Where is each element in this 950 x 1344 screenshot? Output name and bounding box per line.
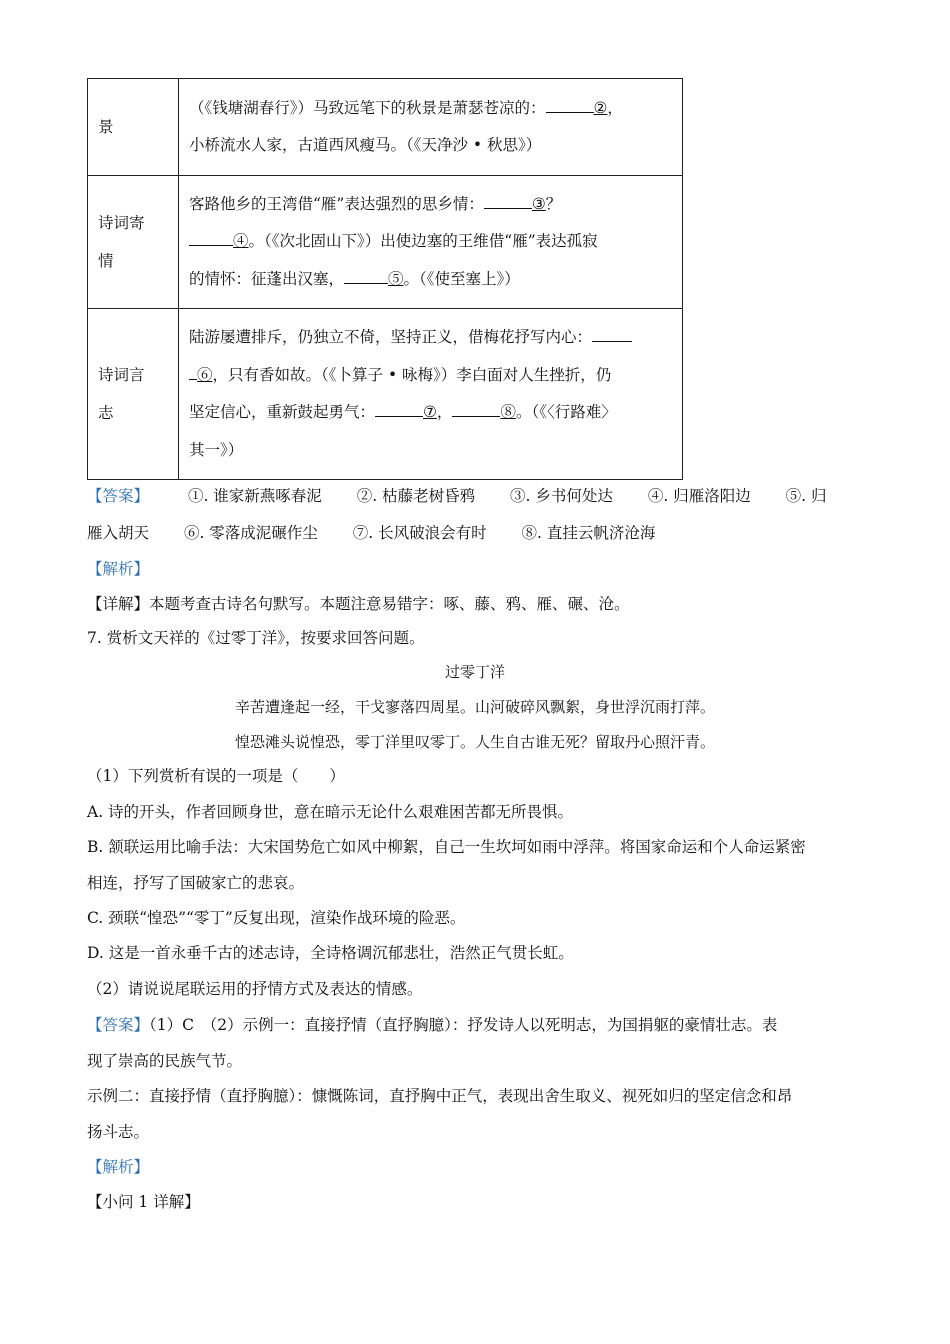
content-line	[189, 127, 672, 165]
fill-blank[interactable]	[592, 341, 632, 342]
fill-blank[interactable]	[189, 379, 197, 380]
text: 小桥流水人家，古道西风瘦马。（《天净沙 • 秋思》）	[189, 136, 542, 154]
category-label: 志	[98, 404, 114, 422]
answer-text: 扬斗志。	[87, 1123, 150, 1141]
text: 坚定信心，重新鼓起勇气：	[189, 403, 376, 421]
text: 。（《使至塞上》）	[403, 269, 520, 288]
option-b: B. 颔联运用比喻手法：大宋国势危亡如风中柳絮，自己一生坎坷如雨中浮萍。将国家命运和个人命运紧密	[87, 838, 806, 856]
blank-number: ⑥	[197, 365, 213, 384]
text: ？	[545, 194, 562, 213]
answer-line	[87, 1013, 777, 1035]
text: 的情怀：征蓬出汉塞，	[189, 269, 345, 288]
fill-blank[interactable]	[484, 208, 532, 209]
table-content-cell	[179, 79, 683, 176]
fill-blank[interactable]	[344, 283, 388, 284]
fill-blank[interactable]	[546, 112, 594, 113]
option-b-cont: 相连，抒写了国破家亡的悲哀。	[87, 874, 305, 892]
category-label: 景	[98, 118, 114, 136]
poem-line: 辛苦遭逢起一经，干戈寥落四周星。山河破碎风飘絮，身世浮沉雨打萍。	[234, 698, 715, 716]
answer-item: ⑤. 归	[785, 487, 827, 505]
table-category-cell	[88, 176, 179, 309]
text: 。（《〈行路难〉	[515, 403, 617, 421]
option-c: C. 颈联“惶恐”“零丁”反复出现，渲染作战环境的险恶。	[87, 909, 466, 927]
answer-item: ②. 枯藤老树昏鸦	[356, 487, 476, 505]
text: ，	[607, 98, 623, 117]
poem-title: 过零丁洋	[444, 663, 505, 681]
text: ，	[436, 403, 453, 421]
blank-number: ⑧	[500, 403, 516, 421]
answer-item: ⑧. 直挂云帆济沧海	[521, 524, 656, 542]
blank-number: ②	[593, 98, 608, 117]
content-line	[189, 394, 672, 432]
answer-text: 现了崇高的民族气节。	[87, 1052, 243, 1070]
text: 。（《次北固山下》）出使边塞的王维借“雁”表达孤寂	[248, 232, 598, 251]
table-row	[88, 79, 683, 176]
text: 陆游屡遭排斥，仍独立不倚，坚持正义，借梅花抒写内心：	[189, 328, 593, 346]
option-d: D. 这是一首永垂千古的述志诗，全诗格调沉郁悲壮，浩然正气贯长虹。	[87, 944, 574, 962]
option-a: A. 诗的开头，作者回顾身世，意在暗示无论什么艰难困苦都无所畏惧。	[87, 803, 574, 821]
fill-blank[interactable]	[189, 245, 233, 246]
answer-item: ①. 谁家新燕啄春泥	[187, 487, 322, 505]
content-line	[189, 261, 672, 299]
table-row	[88, 176, 683, 309]
sub-question: （2）请说说尾联运用的抒情方式及表达的情感。	[87, 980, 423, 998]
answer-line	[87, 521, 655, 543]
sub-question: （1）下列赏析有误的一项是（ ）	[87, 767, 345, 785]
poem-line: 惶恐滩头说惶恐，零丁洋里叹零丁。人生自古谁无死？留取丹心照汗青。	[234, 733, 715, 751]
text: ，只有香如故。（《卜算子 • 咏梅》）李白面对人生挫折，仍	[212, 365, 612, 384]
fill-blank[interactable]	[375, 416, 423, 417]
question-stem: 7. 赏析文天祥的《过零丁洋》，按要求回答问题。	[87, 629, 425, 647]
blank-number: ③	[531, 194, 546, 213]
answer-item: ④. 归雁洛阳边	[647, 487, 751, 505]
answer-line	[87, 484, 827, 506]
answer-item: ③. 乡书何处达	[510, 487, 613, 505]
fill-blank[interactable]	[452, 416, 500, 417]
analysis-tag: 【解析】	[87, 1158, 150, 1176]
answer-text: 示例二：直接抒情（直抒胸臆）：慷慨陈词，直抒胸中正气，表现出舍生取义、视死如归的坚定信念和昂	[87, 1087, 793, 1105]
answer-item: 雁入胡天	[87, 524, 150, 542]
table-content-cell	[179, 176, 683, 309]
category-label: 诗词言	[98, 366, 145, 384]
answer-text: （1）C （2）示例一：直接抒情（直抒胸臆）：抒发诗人以死明志，为国捐躯的豪情壮志。表	[149, 1016, 778, 1034]
analysis-tag: 【解析】	[87, 560, 150, 578]
content-line	[189, 223, 672, 261]
sub-detail-heading: 【小问 1 详解】	[87, 1193, 200, 1211]
text: 客路他乡的王湾借“雁”表达强烈的思乡情：	[189, 194, 484, 213]
category-label: 诗词寄	[98, 214, 145, 232]
content-line	[189, 186, 672, 224]
detail-text: 【详解】本题考查古诗名句默写。本题注意易错字：啄、藤、鸦、雁、碾、沧。	[87, 595, 630, 613]
content-line	[189, 432, 672, 470]
blank-number: ⑤	[388, 269, 404, 288]
answer-tag: 【答案】	[87, 1016, 150, 1034]
table-category-cell	[88, 309, 179, 480]
answer-item: ⑥. 零落成泥碾作尘	[183, 524, 318, 542]
table-content-cell	[179, 309, 683, 480]
text: （《钱塘湖春行》）马致远笔下的秋景是萧瑟苍凉的：	[189, 98, 546, 117]
category-label: 情	[98, 252, 114, 270]
answer-item: ⑦. 长风破浪会有时	[352, 524, 487, 542]
blank-number: ④	[233, 232, 249, 251]
answer-tag: 【答案】	[87, 487, 150, 505]
text: 其一》）	[189, 440, 244, 459]
blank-number: ⑦	[423, 403, 437, 421]
content-line	[189, 357, 672, 395]
poetry-fill-table	[87, 78, 683, 480]
table-category-cell	[88, 79, 179, 176]
content-line	[189, 319, 672, 357]
content-line	[189, 90, 672, 128]
table-row	[88, 309, 683, 480]
